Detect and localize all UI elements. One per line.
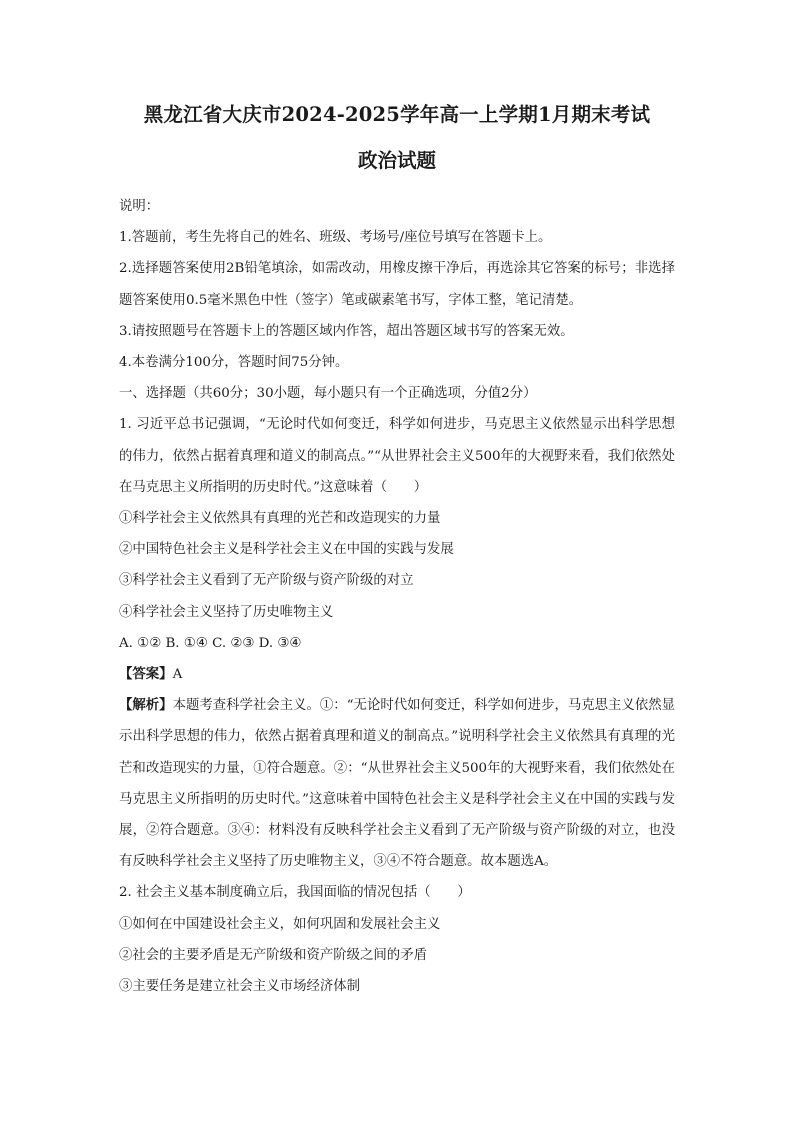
question-option: ②社会的主要矛盾是无产阶级和资产阶级之间的矛盾 [119, 947, 427, 963]
analysis-label: 【解析】 [119, 697, 173, 714]
exam-title: 黑龙江省大庆市2024-2025学年高一上学期1月期末考试 [143, 103, 651, 126]
exam-body [119, 191, 675, 1002]
instruction-item: 3.请按照题号在答题卡上的答题区域内作答，超出答题区域书写的答案无效。 [119, 323, 574, 339]
question-option: ③科学社会主义看到了无产阶级与资产阶级的对立 [119, 573, 414, 589]
analysis-paragraph [119, 690, 675, 877]
answer-line [119, 659, 675, 690]
answer-choices: A. ①② B. ①④ C. ②③ D. ③④ [119, 635, 302, 651]
answer-value: A [172, 667, 183, 683]
instructions-heading: 说明： [119, 199, 160, 214]
instruction-item: 4.本卷满分100分，答题时间75分钟。 [119, 355, 349, 371]
exam-subtitle: 政治试题 [357, 149, 436, 172]
question-stem: 1. 习近平总书记强调，“无论时代如何变迁，科学如何进步，马克思主义依然显示出科学思想的伟力，依然占据着真理和道义的制高点。”“从世界社会主义500年的大视野来看，我们依然处在马克思主义所指明的历史时代。”这意味着（ ） [119, 417, 675, 495]
analysis-text: 本题考查科学社会主义。①：“无论时代如何变迁，科学如何进步，马克思主义依然显示出科学思想的伟力，依然占据着真理和道义的制高点。”说明科学社会主义依然具有真理的光芒和改造现实的力量，①符合题意。②：“从世界社会主义500年的大视野来看，我们依然处在马克思主义所指明的历史时代。”这意味着中国特色社会主义是科学社会主义在中国的实践与发展，②符合题意。③④：材料没有反映科学社会主义看到了无产阶级与资产阶级的对立，也没有反映科学社会主义坚持了历史唯物主义，③④不符合题意。故本题选A。 [119, 698, 676, 870]
question-option: ④科学社会主义坚持了历史唯物主义 [119, 604, 334, 620]
question-option: ③主要任务是建立社会主义市场经济体制 [119, 979, 361, 995]
question-option: ①如何在中国建设社会主义，如何巩固和发展社会主义 [119, 916, 441, 932]
instruction-item: 2.选择题答案使用2B铅笔填涂，如需改动，用橡皮擦干净后，再选涂其它答案的标号；非选择题答案使用0.5毫米黑色中性（签字）笔或碳素笔书写，字体工整，笔记清楚。 [119, 261, 675, 308]
answer-label: 【答案】 [119, 666, 173, 683]
question-stem: 2. 社会主义基本制度确立后，我国面临的情况包括（ ） [119, 885, 471, 901]
question-option: ②中国特色社会主义是科学社会主义在中国的实践与发展 [119, 542, 454, 558]
section-heading: 一、选择题（共60分；30小题，每小题只有一个正确选项，分值2分） [119, 386, 537, 402]
instruction-item: 1.答题前，考生先将自己的姓名、班级、考场号/座位号填写在答题卡上。 [119, 230, 552, 246]
exam-page [119, 98, 675, 1002]
question-option: ①科学社会主义依然具有真理的光芒和改造现实的力量 [119, 511, 441, 527]
